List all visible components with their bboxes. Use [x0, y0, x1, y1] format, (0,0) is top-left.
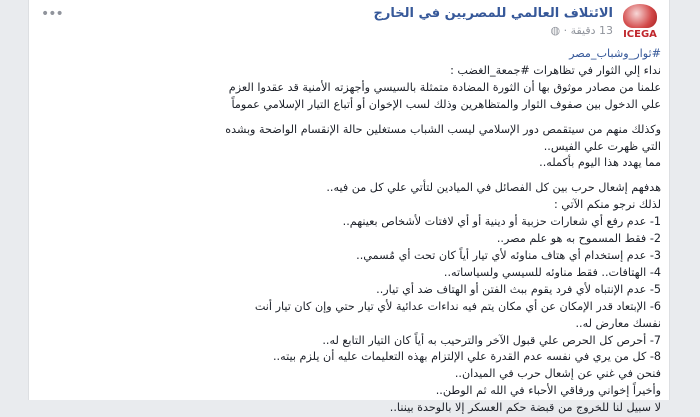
- more-options-icon[interactable]: •••: [41, 6, 63, 22]
- post-text-line: علي الدخول بين صفوف الثوار والمتظاهرين وذلك لسب الإخوان أو أتباع التيار الإسلامي عموماً: [231, 97, 661, 111]
- post-text-line: 6- الإبتعاد قدر الإمكان عن أي مكان يتم فيه نداءات عدائية لأي تيار حتي وإن كان تيار أنت: [254, 299, 661, 313]
- post-text-line: مما يهدد هذا اليوم بأكمله..: [539, 156, 661, 170]
- post-text-line: وكذلك منهم من سيتقمص دور الإسلامي ليسب الشباب مستغلين حالة الإنقسام الواضحة وبشده: [225, 122, 661, 136]
- post-text-line: علمنا من مصادر موثوق بها أن الثورة المضادة متمثلة بالسيسي وأجهزته الأمنية قد عقدوا العزم: [228, 80, 661, 94]
- post-text-line: 5- عدم الإنتباه لأي فرد يقوم ببث الفتن أو الهتاف ضد أي تيار..: [376, 282, 661, 296]
- logo-text: ICEGA: [623, 29, 657, 40]
- post-timestamp[interactable]: [374, 24, 614, 37]
- post-text-line: 7- أحرص كل الحرص علي قبول الآخر والترحيب به أياً كان التيار التابع له..: [322, 333, 661, 347]
- post-text-line: 8- كل من يري في نفسه عدم القدرة علي الإلتزام بهذه التعليمات عليه أن يلزم بيته..: [272, 350, 661, 364]
- post-text-line: هدفهم إشعال حرب بين كل الفصائل في الميادين لتأتي علي كل من فيه..: [326, 181, 661, 195]
- post-header-text: [374, 4, 614, 37]
- post-text-line: 3- عدم إستخدام أي هتاف مناوئه لأي تيار أياً كان تحت أي مُسمي..: [356, 248, 661, 262]
- page-logo[interactable]: [619, 4, 661, 42]
- paragraph-gap: [37, 172, 661, 180]
- globe-icon: [623, 4, 657, 28]
- post-text-line: نداء إلي الثوار في تظاهرات #جمعة_الغضب :: [450, 63, 661, 77]
- time-label: 13 دقيقة: [570, 24, 613, 37]
- post-text-lines: [37, 63, 661, 417]
- post-text-line: 4- الهتافات.. فقط مناوئه للسيسي ولسياساته..: [443, 265, 661, 279]
- post-text-line: نفسك معارض له..: [575, 316, 661, 330]
- post-text-line: فنحن في غني عن إشعال حرب في الميدان..: [454, 367, 661, 381]
- post-hashtags[interactable]: #ثوار_وشباب_مصر: [569, 47, 661, 60]
- post-text-line: لا سبيل لنا للخروج من قبضة حكم العسكر إلا بالوحدة بيننا..: [389, 401, 661, 415]
- post-text-line: وأخيراً إخواني ورفاقي الأحباء في الله ثم الوطن..: [435, 384, 661, 398]
- facebook-post-card: [28, 0, 670, 415]
- post-body: [37, 46, 661, 417]
- post-text-line: 1- عدم رفع أي شعارات حزبية أو دينية أو أي لافتات لأشخاص بعينهم..: [342, 215, 661, 229]
- post-text-line: لذلك نرجو منكم الآتي :: [553, 198, 661, 212]
- post-text-line: 2- فقط المسموح به هو علم مصر..: [496, 232, 661, 246]
- paragraph-gap: [37, 114, 661, 122]
- post-text-line: التي ظهرت علي الفيس..: [543, 139, 661, 153]
- page-name-link[interactable]: الائتلاف العالمي للمصريين في الخارج: [373, 6, 613, 21]
- globe-privacy-icon: · ◍: [550, 24, 568, 37]
- post-header: [374, 4, 662, 44]
